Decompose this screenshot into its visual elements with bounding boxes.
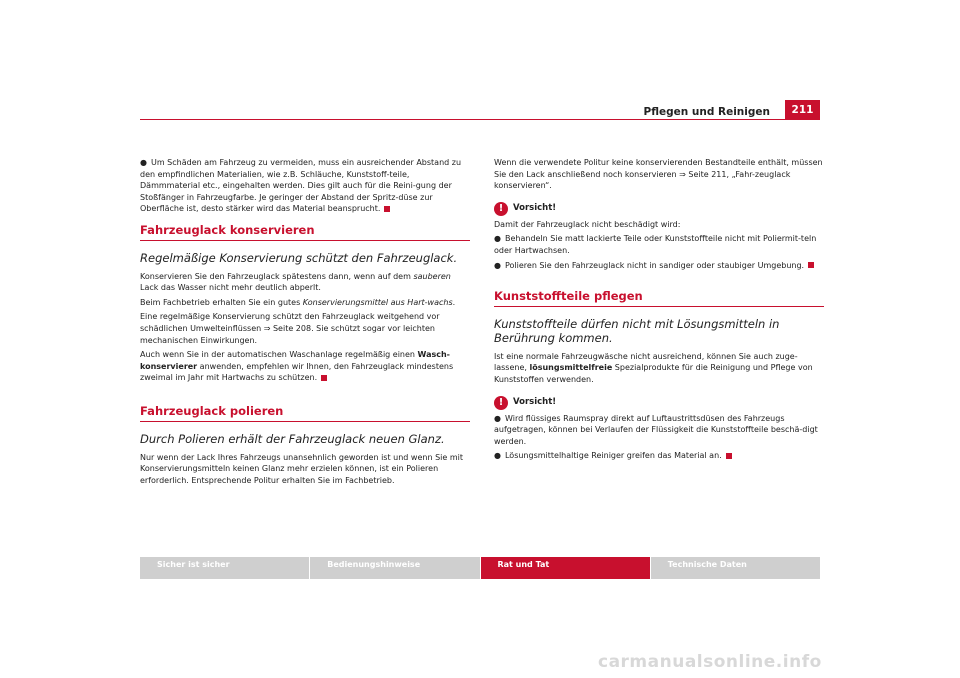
paragraph: Konservieren Sie den Fahrzeuglack spätestens dann, wenn auf dem sauberen Lack das Wasser nicht mehr deutlich abperlt. [140,271,451,293]
bullet-icon: ● [494,451,501,461]
footer-tabs [140,557,820,579]
intro-bullet: ● Um Schäden am Fahrzeug zu vermeiden, muss ein ausreichender Abstand zu den empfindlichen Materialien, wie z.B. Schläuche, Kunststoff-teile, Dämmmaterial etc., eingehalten werden. Dies gilt auch für die Reini-gung der Stoßfänger in Fahrzeugfarbe. Je geringer der Abstand der Spritz-düse zur Oberfläche ist, desto stärker wird das Material beansprucht. [140,158,462,214]
header-rule [140,119,820,120]
section-subtitle: Durch Polieren erhält der Fahrzeuglack neuen Glanz. [140,431,445,446]
section-heading-kunststoffteile: Kunststoffteile pflegen [494,291,824,307]
bullet-icon: ● [494,234,501,244]
tab-rat-und-tat[interactable]: Rat und Tat [481,557,650,579]
paragraph: Beim Fachbetrieb erhalten Sie ein gutes Konservierungsmittel aus Hart-wachs. [140,297,456,307]
caution-bullet: ● Polieren Sie den Fahrzeuglack nicht in sandiger oder staubiger Umgebung. [494,260,824,272]
end-mark-icon [384,206,390,212]
caution-bullet: ● Behandeln Sie matt lackierte Teile oder Kunststoffteile nicht mit Poliermit-teln oder Hartwachsen. [494,234,817,255]
paragraph: Auch wenn Sie in der automatischen Waschanlage regelmäßig einen Wasch-konservierer anwenden, empfehlen wir Ihnen, den Fahrzeuglack mindestens zweimal im Jahr mit Hartwachs zu schützen. [140,350,454,383]
tab-sicher-ist-sicher[interactable]: Sicher ist sicher [140,557,309,579]
left-column [140,157,470,489]
warning-icon: ! [494,202,508,216]
page-number-badge: 211 [785,100,820,119]
end-mark-icon [726,453,732,459]
caution-heading: ! Vorsicht! [494,202,824,216]
caution-bullet: ● Wird flüssiges Raumspray direkt auf Luftaustrittsdüsen des Fahrzeugs aufgetragen, können bei Verlaufen der Flüssigkeit die Kunststoffteile beschä-digt werden. [494,413,818,446]
watermark: carmanualsonline.info [598,652,822,672]
paragraph: Eine regelmäßige Konservierung schützt den Fahrzeuglack weitgehend vor schädlichen Umwelteinflüssen ⇒ Seite 208. Sie schützt sogar vor leichten mechanischen Einwirkungen. [140,312,440,345]
section-heading-lack-polieren: Fahrzeuglack polieren [140,406,470,422]
section-heading-lack-konservieren: Fahrzeuglack konservieren [140,225,470,241]
caution-intro: Damit der Fahrzeuglack nicht beschädigt wird: [494,219,681,229]
section-subtitle: Regelmäßige Konservierung schützt den Fahrzeuglack. [140,250,458,265]
section-subtitle: Kunststoffteile dürfen nicht mit Lösungsmitteln in Berührung kommen. [494,316,780,345]
end-mark-icon [321,375,327,381]
bullet-icon: ● [494,260,501,270]
warning-icon: ! [494,396,508,410]
page-header-title: Pflegen und Reinigen [643,106,770,118]
tab-bedienungshinweise[interactable]: Bedienungshinweise [310,557,479,579]
bullet-icon: ● [494,413,501,423]
paragraph: Ist eine normale Fahrzeugwäsche nicht ausreichend, können Sie auch zuge-lassene, lösungsmittelfreie Spezialprodukte für die Reinigung und Pflege von Kunststoffen verwenden. [494,351,813,384]
paragraph: Nur wenn der Lack Ihres Fahrzeugs unansehnlich geworden ist und wenn Sie mit Konservierungsmitteln keinen Glanz mehr erzielen können, ist ein Polieren erforderlich. Entsprechende Politur erhalten Sie im Fachbetrieb. [140,452,463,485]
end-mark-icon [808,262,814,268]
right-column [494,157,824,465]
paragraph: Wenn die verwendete Politur keine konservierenden Bestandteile enthält, müssen Sie den Lack anschließend noch konservieren ⇒ Seite 211, „Fahr-zeuglack konservieren“. [494,158,823,191]
tab-technische-daten[interactable]: Technische Daten [651,557,820,579]
bullet-icon: ● [140,158,147,167]
caution-heading: ! Vorsicht! [494,396,824,410]
caution-bullet: ● Lösungsmittelhaltige Reiniger greifen das Material an. [494,450,824,462]
